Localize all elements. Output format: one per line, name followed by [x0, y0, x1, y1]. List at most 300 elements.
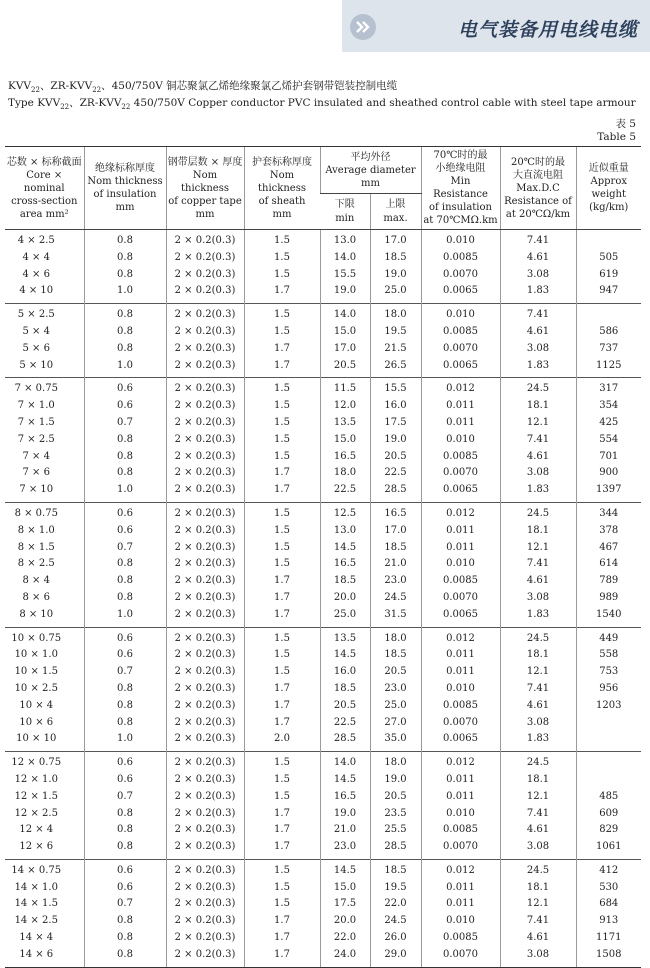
- cell-core-area: 14 × 4: [19, 932, 54, 944]
- header-line: Nom thickness: [87, 176, 163, 187]
- cell-dc-resistance: 3.08: [500, 715, 576, 732]
- cell-tape: 2 × 0.2(0.3): [166, 324, 244, 341]
- cell-insulation-resistance: 0.011: [421, 789, 500, 806]
- cell-dia-max: 26.5: [370, 358, 421, 378]
- cell-core-area: 7 × 4: [22, 450, 50, 462]
- cell-dia-min: 21.0: [320, 822, 370, 839]
- table-row: [5, 913, 641, 930]
- cell-insulation: 0.6: [84, 627, 166, 647]
- cell-core-area: 14 × 6: [5, 947, 84, 967]
- cell-insulation-resistance: 0.0065: [421, 731, 500, 751]
- cell-weight: 619: [576, 267, 641, 284]
- cell-dc-resistance: 12.1: [500, 789, 576, 806]
- row-group: [5, 859, 641, 967]
- cell-dia-max: 22.0: [370, 896, 421, 913]
- cell-dia-min: 18.0: [320, 465, 370, 482]
- cell-dia-max: 21.0: [370, 556, 421, 573]
- cell-dc-resistance: 18.1: [500, 772, 576, 789]
- cell-sheath: 1.5: [244, 772, 320, 789]
- table-row: [5, 304, 641, 324]
- cell-weight: 614: [576, 556, 641, 573]
- cell-sheath: 1.7: [244, 573, 320, 590]
- cell-core-area: 14 × 1.5: [14, 898, 58, 910]
- cell-dia-max: 20.5: [370, 789, 421, 806]
- cell-weight: 554: [576, 432, 641, 449]
- cell-dc-resistance: 4.61: [500, 930, 576, 947]
- cell-dia-min: 14.5: [320, 772, 370, 789]
- cell-dia-max: 16.5: [370, 502, 421, 522]
- cell-dia-max: 28.5: [370, 482, 421, 502]
- cell-insulation-resistance: 0.011: [421, 664, 500, 681]
- cell-insulation-resistance: 0.010: [421, 681, 500, 698]
- cell-weight: 753: [576, 664, 641, 681]
- row-group: [5, 378, 641, 503]
- cell-core-area: 12 × 1.0: [14, 773, 58, 785]
- cell-insulation-resistance: 0.0085: [421, 698, 500, 715]
- cell-core-area: 5 × 6: [22, 342, 50, 354]
- cell-dia-min: 19.0: [320, 806, 370, 823]
- cell-tape: 2 × 0.2(0.3): [166, 698, 244, 715]
- cell-insulation-resistance: 0.011: [421, 647, 500, 664]
- cell-dc-resistance: 1.83: [500, 358, 576, 378]
- cell-dc-resistance: 1.83: [500, 731, 576, 751]
- caption-cn: $KVV_{22}$、$ZR-KVV_{22}$、450/750V 铜芯聚氯乙烯绝缘聚氯乙烯护套钢带铠装控制电缆: [8, 80, 398, 95]
- cell-tape: 2 × 0.2(0.3): [166, 523, 244, 540]
- cell-dc-resistance: 18.1: [500, 647, 576, 664]
- cell-weight: 913: [576, 913, 641, 930]
- cell-insulation-resistance: 0.011: [421, 523, 500, 540]
- row-group: [5, 502, 641, 627]
- table-row: [5, 324, 641, 341]
- cell-dia-min: 15.5: [320, 267, 370, 284]
- table-row: [5, 398, 641, 415]
- cell-dc-resistance: 24.5: [500, 502, 576, 522]
- cell-tape: 2 × 0.2(0.3): [166, 304, 244, 324]
- cell-insulation-resistance: 0.0065: [421, 358, 500, 378]
- cell-dia-max: 19.0: [370, 432, 421, 449]
- row-group: [5, 752, 641, 860]
- cell-dia-max: 29.0: [370, 947, 421, 967]
- cell-insulation-resistance: 0.0070: [421, 590, 500, 607]
- table-row: [5, 590, 641, 607]
- cell-sheath: 1.5: [244, 415, 320, 432]
- cell-core-area: 7 × 6: [22, 467, 50, 479]
- cell-tape: 2 × 0.2(0.3): [166, 647, 244, 664]
- cell-insulation: 0.8: [84, 681, 166, 698]
- table-row: [5, 664, 641, 681]
- row-group: [5, 627, 641, 752]
- cell-insulation: 0.7: [84, 664, 166, 681]
- cell-weight: 609: [576, 806, 641, 823]
- table-row: [5, 465, 641, 482]
- cell-core-area: 10 × 2.5: [14, 682, 58, 694]
- cell-dc-resistance: 1.83: [500, 283, 576, 303]
- cell-insulation: 0.8: [84, 556, 166, 573]
- cell-dia-min: 14.5: [320, 647, 370, 664]
- cell-tape: 2 × 0.2(0.3): [166, 502, 244, 522]
- cell-weight: [576, 230, 641, 250]
- cell-tape: 2 × 0.2(0.3): [166, 681, 244, 698]
- table-row: [5, 647, 641, 664]
- table-row: [5, 789, 641, 806]
- cell-core-area: 5 × 10: [19, 359, 54, 371]
- cell-sheath: 1.7: [244, 698, 320, 715]
- cell-core-area: 7 × 10: [19, 484, 54, 496]
- col-header-diameter-max: [370, 194, 421, 230]
- cell-sheath: 1.7: [244, 590, 320, 607]
- cell-core-area: 7 × 1.0: [17, 400, 55, 412]
- cell-dia-min: 16.5: [320, 449, 370, 466]
- cell-dia-max: 25.0: [370, 283, 421, 303]
- cell-core-area: 12 × 2.5: [14, 807, 58, 819]
- cell-tape: 2 × 0.2(0.3): [166, 415, 244, 432]
- cell-core-area: 10 × 1.5: [14, 666, 58, 678]
- table-row: [5, 880, 641, 897]
- cell-dc-resistance: 18.1: [500, 880, 576, 897]
- cell-dc-resistance: 3.08: [500, 839, 576, 859]
- cell-weight: [576, 304, 641, 324]
- header-line: area mm²: [19, 208, 69, 220]
- cell-dia-min: 19.0: [320, 283, 370, 303]
- cell-dia-min: 15.0: [320, 324, 370, 341]
- cell-insulation-resistance: 0.011: [421, 880, 500, 897]
- cell-weight: 467: [576, 540, 641, 557]
- table-row: [5, 358, 641, 378]
- cell-insulation: 0.8: [84, 449, 166, 466]
- cell-insulation: 0.8: [84, 590, 166, 607]
- header-line: at 70℃MΩ.km: [423, 215, 498, 226]
- cell-tape: 2 × 0.2(0.3): [166, 465, 244, 482]
- cell-weight: 989: [576, 590, 641, 607]
- cell-core-area: 10 × 6: [19, 716, 54, 728]
- header-line: of insulation: [429, 202, 492, 213]
- cell-insulation-resistance: 0.0070: [421, 839, 500, 859]
- cell-weight: 829: [576, 822, 641, 839]
- cell-dia-max: 23.0: [370, 681, 421, 698]
- table-row: [5, 482, 641, 502]
- cell-weight: 558: [576, 647, 641, 664]
- col-header-insulation: [84, 147, 166, 230]
- cell-tape: 2 × 0.2(0.3): [166, 267, 244, 284]
- cell-weight: 789: [576, 573, 641, 590]
- cell-tape: 2 × 0.2(0.3): [166, 715, 244, 732]
- cell-tape: 2 × 0.2(0.3): [166, 806, 244, 823]
- header-line: mm: [195, 208, 215, 220]
- cell-dia-max: 27.0: [370, 715, 421, 732]
- col-header-sheath: [244, 147, 320, 230]
- cell-core-area: 4 × 10: [19, 285, 54, 297]
- cell-insulation-resistance: 0.012: [421, 378, 500, 398]
- cell-insulation: 0.6: [84, 859, 166, 879]
- cell-core-area: 12 × 6: [19, 841, 54, 853]
- cell-insulation: 0.8: [84, 324, 166, 341]
- caption-en: Type $KVV_{22}$、$ZR-KVV_{22}$ 450/750V Copper conductor PVC insulated and sheathed control cable with steel tape armour: [8, 97, 636, 112]
- page-header-title: 电气装备用电线电缆: [457, 19, 638, 41]
- cell-dc-resistance: 12.1: [500, 415, 576, 432]
- cell-core-area: 12 × 1.5: [14, 790, 58, 802]
- cell-dia-min: 14.0: [320, 304, 370, 324]
- cell-sheath: 1.5: [244, 540, 320, 557]
- cell-insulation: 0.8: [84, 913, 166, 930]
- cell-insulation-resistance: 0.0070: [421, 267, 500, 284]
- cell-sheath: 1.7: [244, 913, 320, 930]
- cell-dia-max: 35.0: [370, 731, 421, 751]
- cell-weight: 900: [576, 465, 641, 482]
- header-line: 近似重量: [588, 163, 629, 174]
- header-line: 大直流电阻: [513, 169, 563, 181]
- cell-dia-min: 15.0: [320, 432, 370, 449]
- cell-dia-max: 18.5: [370, 647, 421, 664]
- cell-dia-min: 13.0: [320, 523, 370, 540]
- header-line: max.: [383, 212, 408, 224]
- cell-weight: 317: [576, 378, 641, 398]
- cell-insulation-resistance: 0.012: [421, 627, 500, 647]
- cell-dc-resistance: 7.41: [500, 806, 576, 823]
- cell-sheath: 1.7: [244, 681, 320, 698]
- cell-core-area: 7 × 2.5: [17, 433, 55, 445]
- table-row: [5, 415, 641, 432]
- cell-weight: 449: [576, 627, 641, 647]
- row-group: [5, 230, 641, 304]
- cell-dia-min: 22.0: [320, 930, 370, 947]
- cell-insulation: 0.7: [84, 896, 166, 913]
- cell-dia-min: 16.5: [320, 789, 370, 806]
- cell-dia-max: 23.5: [370, 806, 421, 823]
- cell-insulation-resistance: 0.0085: [421, 930, 500, 947]
- cell-weight: 505: [576, 250, 641, 267]
- col-header-dc-resistance: [500, 147, 576, 230]
- cell-sheath: 1.7: [244, 358, 320, 378]
- cell-insulation-resistance: 0.0070: [421, 465, 500, 482]
- cell-insulation: 0.6: [84, 398, 166, 415]
- cell-core-area: 12 × 4: [19, 824, 54, 836]
- cell-dia-min: 14.5: [320, 540, 370, 557]
- cell-core-area: 10 × 1.0: [14, 649, 58, 661]
- cell-insulation: 0.6: [84, 502, 166, 522]
- cell-dc-resistance: 7.41: [500, 304, 576, 324]
- cell-sheath: 1.7: [244, 947, 320, 967]
- col-header-diameter-min: [320, 194, 370, 230]
- cell-sheath: 1.7: [244, 607, 320, 627]
- cell-insulation: 0.7: [84, 415, 166, 432]
- cell-dia-min: 24.0: [320, 947, 370, 967]
- cell-dia-max: 19.0: [370, 772, 421, 789]
- cell-dia-max: 24.5: [370, 913, 421, 930]
- cell-dia-min: 16.5: [320, 556, 370, 573]
- cell-dia-min: 23.0: [320, 839, 370, 859]
- cell-insulation-resistance: 0.0065: [421, 607, 500, 627]
- cell-insulation-resistance: 0.010: [421, 806, 500, 823]
- header-line: Nom thickness: [258, 169, 306, 194]
- table-row: [5, 822, 641, 839]
- cell-core-area: 8 × 4: [22, 575, 50, 587]
- cell-tape: 2 × 0.2(0.3): [166, 859, 244, 879]
- cell-core-area: 14 × 2.5: [14, 915, 58, 927]
- cell-core-area: 10 × 4: [19, 699, 54, 711]
- cell-weight: 1203: [576, 698, 641, 715]
- cell-dia-max: 25.5: [370, 822, 421, 839]
- table-row: [5, 267, 641, 284]
- cell-dc-resistance: 24.5: [500, 859, 576, 879]
- cell-tape: 2 × 0.2(0.3): [166, 432, 244, 449]
- cell-weight: 485: [576, 789, 641, 806]
- cell-tape: 2 × 0.2(0.3): [166, 341, 244, 358]
- cell-dia-max: 22.5: [370, 465, 421, 482]
- cell-dia-min: 13.5: [320, 415, 370, 432]
- header-line: of copper tape: [168, 195, 242, 207]
- cell-insulation: 1.0: [84, 283, 166, 303]
- cell-core-area: 8 × 2.5: [17, 558, 55, 570]
- cell-dia-max: 23.0: [370, 573, 421, 590]
- cell-dc-resistance: 18.1: [500, 398, 576, 415]
- cell-weight: 530: [576, 880, 641, 897]
- table-row: [5, 947, 641, 967]
- cell-insulation: 0.8: [84, 698, 166, 715]
- cell-sheath: 1.5: [244, 859, 320, 879]
- cell-tape: 2 × 0.2(0.3): [166, 627, 244, 647]
- cell-sheath: 1.7: [244, 715, 320, 732]
- cell-core-area: 12 × 0.75: [11, 757, 62, 769]
- cell-weight: 1125: [576, 358, 641, 378]
- cell-core-area: 10 × 10: [16, 733, 57, 745]
- cell-dia-max: 19.5: [370, 324, 421, 341]
- cell-insulation-resistance: 0.010: [421, 230, 500, 250]
- cell-weight: 1171: [576, 930, 641, 947]
- cell-dia-max: 24.5: [370, 590, 421, 607]
- cell-dia-min: 28.5: [320, 731, 370, 751]
- cell-dc-resistance: 24.5: [500, 378, 576, 398]
- col-header-tape: [166, 147, 244, 230]
- cell-weight: 354: [576, 398, 641, 415]
- col-header-core: [5, 147, 84, 230]
- row-group: [5, 304, 641, 378]
- cell-weight: 947: [576, 283, 641, 303]
- cell-core-area: 8 × 10: [19, 608, 54, 620]
- table-row: [5, 715, 641, 732]
- cell-dc-resistance: 4.61: [500, 449, 576, 466]
- cell-dia-max: 31.5: [370, 607, 421, 627]
- cell-dc-resistance: 4.61: [500, 250, 576, 267]
- cell-insulation: 1.0: [84, 731, 166, 751]
- cell-tape: 2 × 0.2(0.3): [166, 930, 244, 947]
- cell-sheath: 1.5: [244, 304, 320, 324]
- cell-insulation: 0.8: [84, 806, 166, 823]
- cell-core-area: 10 × 0.75: [11, 632, 62, 644]
- cell-insulation: 0.6: [84, 378, 166, 398]
- cell-weight: 684: [576, 896, 641, 913]
- cell-dia-max: 18.0: [370, 752, 421, 772]
- cell-dc-resistance: 12.1: [500, 664, 576, 681]
- cell-dc-resistance: 7.41: [500, 681, 576, 698]
- cell-weight: [576, 752, 641, 772]
- cell-dia-min: 13.0: [320, 230, 370, 250]
- cell-tape: 2 × 0.2(0.3): [166, 731, 244, 751]
- cell-insulation-resistance: 0.0085: [421, 822, 500, 839]
- cell-insulation: 0.8: [84, 250, 166, 267]
- cell-dc-resistance: 4.61: [500, 573, 576, 590]
- cell-dia-min: 12.0: [320, 398, 370, 415]
- cell-insulation: 0.8: [84, 432, 166, 449]
- cell-insulation: 0.7: [84, 789, 166, 806]
- cell-dia-max: 17.0: [370, 230, 421, 250]
- cell-tape: 2 × 0.2(0.3): [166, 880, 244, 897]
- col-header-weight: [576, 147, 641, 230]
- cell-dia-max: 18.0: [370, 627, 421, 647]
- cell-insulation-resistance: 0.012: [421, 502, 500, 522]
- table-row: [5, 752, 641, 772]
- header-line: 70℃时的最: [433, 150, 488, 161]
- cell-insulation: 0.6: [84, 523, 166, 540]
- table-row: [5, 250, 641, 267]
- cell-insulation: 0.8: [84, 822, 166, 839]
- cell-dia-max: 28.5: [370, 839, 421, 859]
- cell-insulation-resistance: 0.0065: [421, 482, 500, 502]
- cell-weight: 737: [576, 341, 641, 358]
- cell-tape: 2 × 0.2(0.3): [166, 772, 244, 789]
- cell-insulation-resistance: 0.011: [421, 772, 500, 789]
- cell-tape: 2 × 0.2(0.3): [166, 822, 244, 839]
- cell-sheath: 1.7: [244, 806, 320, 823]
- cell-tape: 2 × 0.2(0.3): [166, 752, 244, 772]
- cell-dia-min: 16.0: [320, 664, 370, 681]
- cell-tape: 2 × 0.2(0.3): [166, 789, 244, 806]
- cell-insulation-resistance: 0.010: [421, 913, 500, 930]
- table-row: [5, 806, 641, 823]
- cell-dc-resistance: 24.5: [500, 752, 576, 772]
- header-line: 钢带层数 × 厚度: [167, 156, 243, 168]
- cell-insulation: 0.8: [84, 573, 166, 590]
- col-header-diameter: [320, 147, 421, 194]
- cell-tape: 2 × 0.2(0.3): [166, 540, 244, 557]
- cell-sheath: 1.7: [244, 839, 320, 859]
- cell-insulation: 0.8: [84, 304, 166, 324]
- cell-weight: 344: [576, 502, 641, 522]
- cell-insulation-resistance: 0.0085: [421, 449, 500, 466]
- cell-tape: 2 × 0.2(0.3): [166, 556, 244, 573]
- cell-tape: 2 × 0.2(0.3): [166, 283, 244, 303]
- cell-insulation-resistance: 0.012: [421, 752, 500, 772]
- header-line: 小绝缘电阻: [435, 163, 486, 174]
- cell-insulation: 0.6: [84, 772, 166, 789]
- cell-tape: 2 × 0.2(0.3): [166, 947, 244, 967]
- cell-dia-min: 13.5: [320, 627, 370, 647]
- cell-insulation-resistance: 0.011: [421, 415, 500, 432]
- header-line: Resistance of: [504, 195, 572, 207]
- header-line: of insulation: [93, 189, 157, 200]
- cell-insulation-resistance: 0.010: [421, 304, 500, 324]
- cell-dc-resistance: 4.61: [500, 324, 576, 341]
- header-line: 上限: [385, 198, 406, 210]
- cell-dc-resistance: 3.08: [500, 267, 576, 284]
- header-line: at 20℃Ω/km: [505, 208, 571, 220]
- cell-insulation: 0.8: [84, 230, 166, 250]
- cell-weight: 412: [576, 859, 641, 879]
- cell-core-area: 14 × 0.75: [11, 864, 62, 876]
- table-row: [5, 839, 641, 859]
- table-row: [5, 772, 641, 789]
- cell-core-area: 8 × 1.5: [17, 541, 55, 553]
- cell-dia-min: 20.5: [320, 358, 370, 378]
- cell-insulation: 0.8: [84, 715, 166, 732]
- cell-tape: 2 × 0.2(0.3): [166, 607, 244, 627]
- cell-insulation: 0.8: [84, 947, 166, 967]
- cell-sheath: 1.5: [244, 250, 320, 267]
- table-row: [5, 681, 641, 698]
- cell-weight: 378: [576, 523, 641, 540]
- cell-core-area: 14 × 1.0: [14, 881, 58, 893]
- cell-insulation: 0.8: [84, 267, 166, 284]
- cell-dc-resistance: 4.61: [500, 698, 576, 715]
